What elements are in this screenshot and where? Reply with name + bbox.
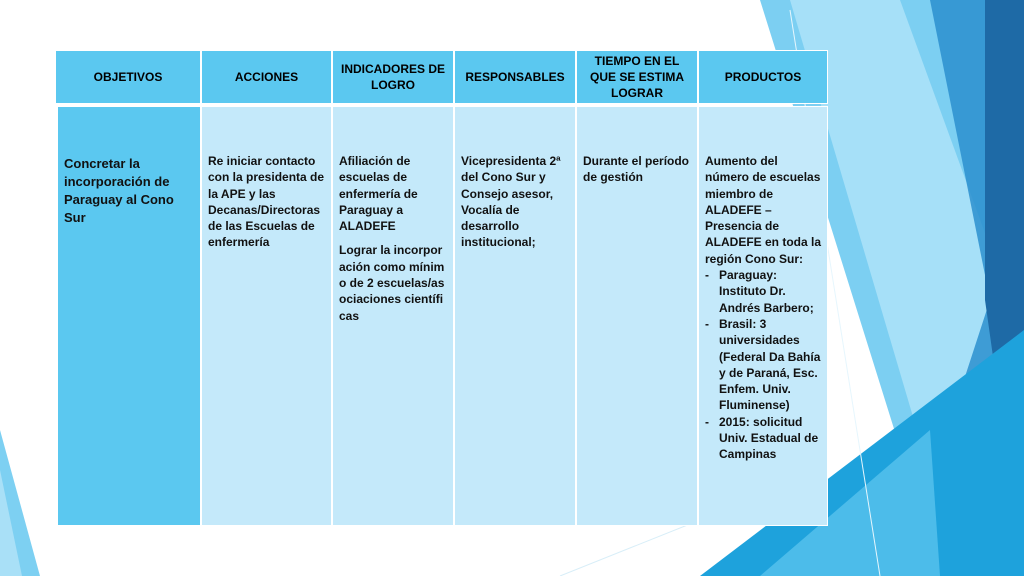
header-objetivos: OBJETIVOS <box>55 50 201 104</box>
cell-responsables: Vicepresidenta 2ª del Cono Sur y Consejo asesor, Vocalía de desarrollo institucional; <box>454 106 576 526</box>
indicador-2: Lograr la incorporación como mínimo de 2 escuelas/asociaciones científicas <box>339 243 445 323</box>
productos-item: - 2015: solicitud Univ. Estadual de Campinas <box>705 414 823 463</box>
header-acciones: ACCIONES <box>201 50 332 104</box>
header-responsables: RESPONSABLES <box>454 50 576 104</box>
cell-acciones: Re iniciar contacto con la presidenta de la APE y las Decanas/Directoras de las Escuelas de enfermería <box>201 106 332 526</box>
deco-line-2 <box>560 520 700 576</box>
cell-objetivo: Concretar la incorporación de Paraguay al Cono Sur <box>57 106 201 526</box>
cell-productos <box>698 106 828 526</box>
productos-item: - Paraguay: Instituto Dr. Andrés Barbero; <box>705 267 823 316</box>
cell-indicadores <box>332 106 454 526</box>
productos-intro: Aumento del número de escuelas miembro de ALADEFE – Presencia de ALADEFE en toda la región Cono Sur: <box>705 154 822 266</box>
productos-list <box>705 267 823 463</box>
indicador-1: Afiliación de escuelas de enfermería de Paraguay a ALADEFE <box>339 154 418 234</box>
cell-tiempo: Durante el período de gestión <box>576 106 698 526</box>
header-tiempo: TIEMPO EN EL QUE SE ESTIMA LOGRAR <box>576 50 698 104</box>
productos-item: - Brasil: 3 universidades (Federal Da Bahía y de Paraná, Esc. Enfem. Univ. Fluminense) <box>705 316 823 414</box>
objectives-table <box>55 50 828 526</box>
header-productos: PRODUCTOS <box>698 50 828 104</box>
header-indicadores: INDICADORES DE LOGRO <box>332 50 454 104</box>
